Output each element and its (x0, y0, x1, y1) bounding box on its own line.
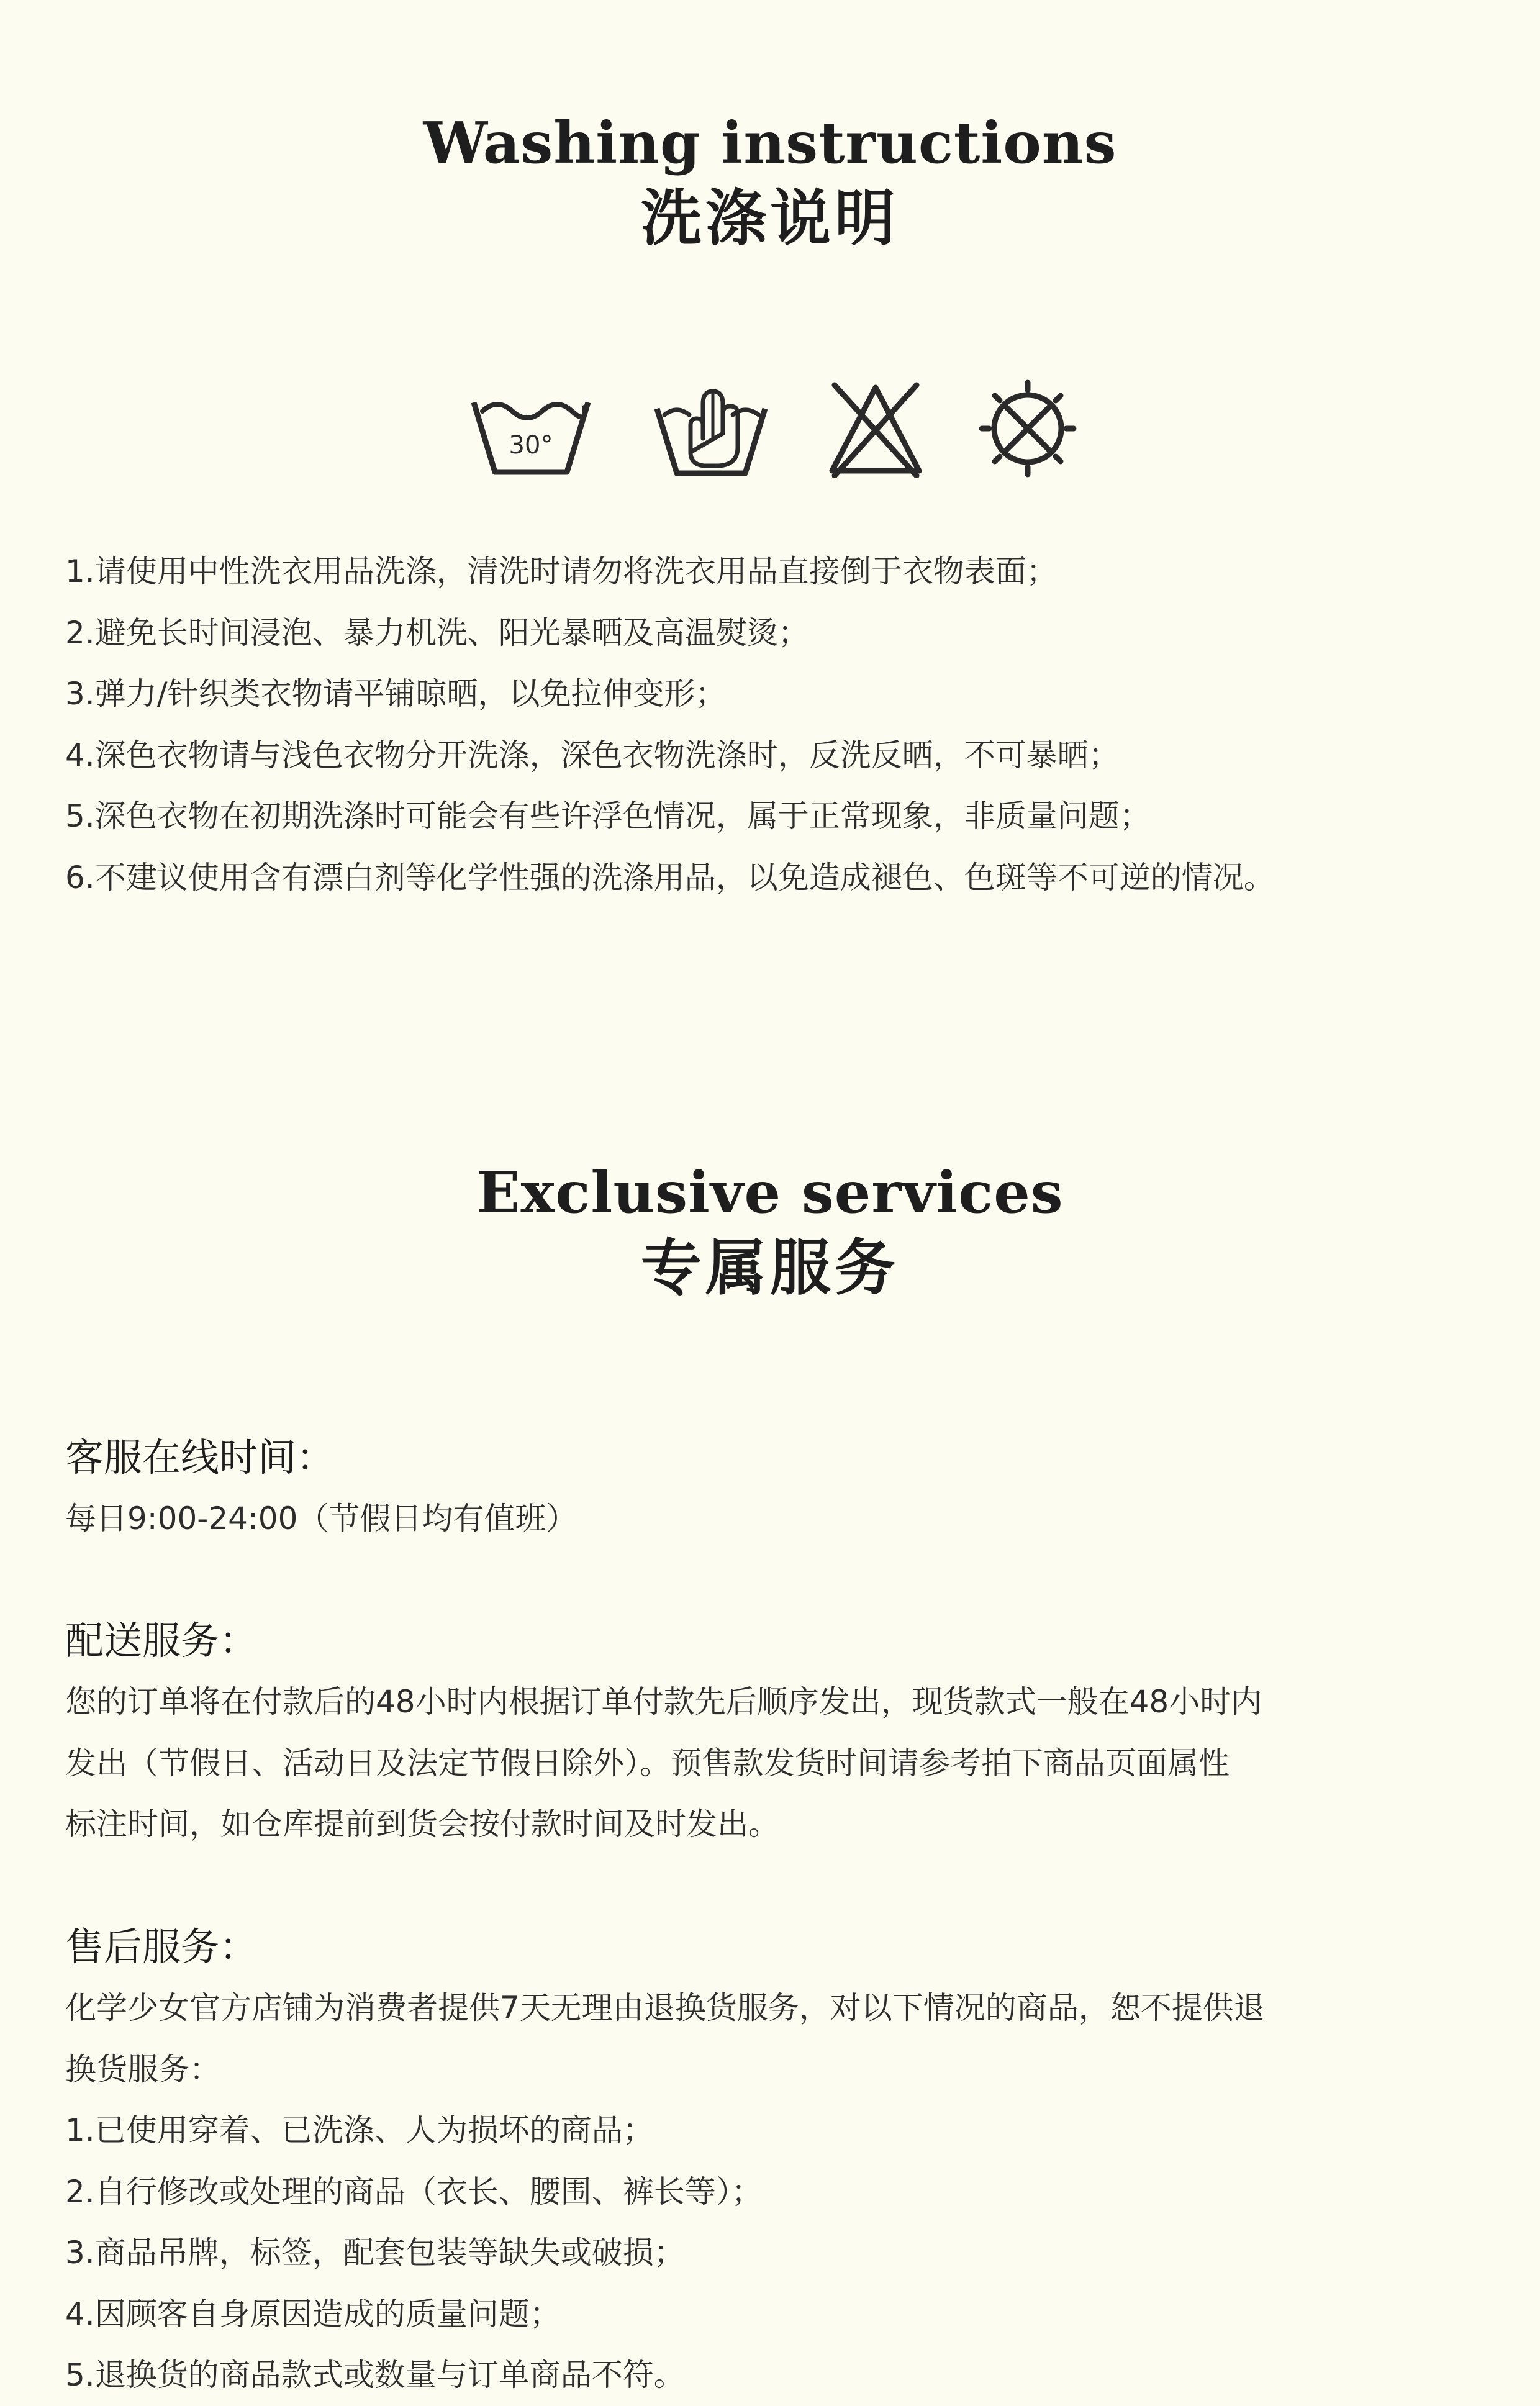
washing-instructions-list (65, 541, 1275, 908)
list-item: 2.避免长时间浸泡、暴力机洗、阳光暴晒及高温熨烫； (65, 614, 809, 651)
wash-temp-label: 30° (509, 431, 553, 460)
after-sales-line: 3.商品吊牌，标签，配套包装等缺失或破损； (65, 2235, 685, 2271)
delivery-section (65, 1610, 1481, 1855)
delivery-line: 标注时间，如仓库提前到货会按付款时间及时发出。 (65, 1806, 779, 1842)
services-title-en: Exclusive services (476, 1159, 1064, 1226)
list-item: 5.深色衣物在初期洗涤时可能会有些许浮色情况，属于正常现象，非质量问题； (65, 798, 1151, 834)
delivery-line: 您的订单将在付款后的48小时内根据订单付款先后顺序发出，现货款式一般在48小时内 (65, 1684, 1262, 1720)
washing-title-en: Washing instructions (423, 109, 1117, 176)
after-sales-line: 5.退换货的商品款式或数量与订单商品不符。 (65, 2357, 685, 2393)
no-tumble-dry-icon (975, 379, 1080, 478)
after-sales-line: 1.已使用穿着、已洗涤、人为损坏的商品； (65, 2112, 654, 2148)
after-sales-line: 4.因顾客自身原因造成的质量问题； (65, 2295, 561, 2332)
after-sales-line: 2.自行修改或处理的商品（衣长、腰围、裤长等）； (65, 2173, 763, 2210)
list-item: 1.请使用中性洗衣用品洗涤，清洗时请勿将洗衣用品直接倒于衣物表面； (65, 553, 1058, 589)
delivery-label: 配送服务： (65, 1618, 258, 1663)
list-item: 6.不建议使用含有漂白剂等化学性强的洗涤用品，以免造成褪色、色斑等不可逆的情况。 (65, 859, 1275, 896)
services-title-zh: 专属服务 (640, 1232, 899, 1304)
online-hours-section (65, 1427, 1481, 1550)
online-hours-text: 每日9:00-24:00（节假日均有值班） (65, 1500, 578, 1537)
services-heading (0, 1155, 1540, 1305)
no-bleach-icon (826, 379, 925, 478)
after-sales-line: 换货服务： (65, 2051, 220, 2087)
delivery-line: 发出（节假日、活动日及法定节假日除外）。预售款发货时间请参考拍下商品页面属性 (65, 1745, 1230, 1781)
list-item: 3.弹力/针织类衣物请平铺晾晒，以免拉伸变形； (65, 676, 727, 712)
after-sales-label: 售后服务： (65, 1924, 258, 1969)
washing-title-zh: 洗涤说明 (640, 183, 899, 254)
care-icons (0, 379, 1540, 484)
after-sales-line: 化学少女官方店铺为消费者提供7天无理由退换货服务，对以下情况的商品，恕不提供退 (65, 1990, 1265, 2026)
online-hours-label: 客服在线时间： (65, 1435, 335, 1480)
after-sales-section (65, 1917, 1481, 2406)
hand-wash-icon (652, 379, 770, 478)
list-item: 4.深色衣物请与浅色衣物分开洗涤，深色衣物洗涤时，反洗反晒，不可暴晒； (65, 737, 1120, 773)
wash-30-icon (469, 379, 593, 478)
washing-heading (0, 106, 1540, 256)
